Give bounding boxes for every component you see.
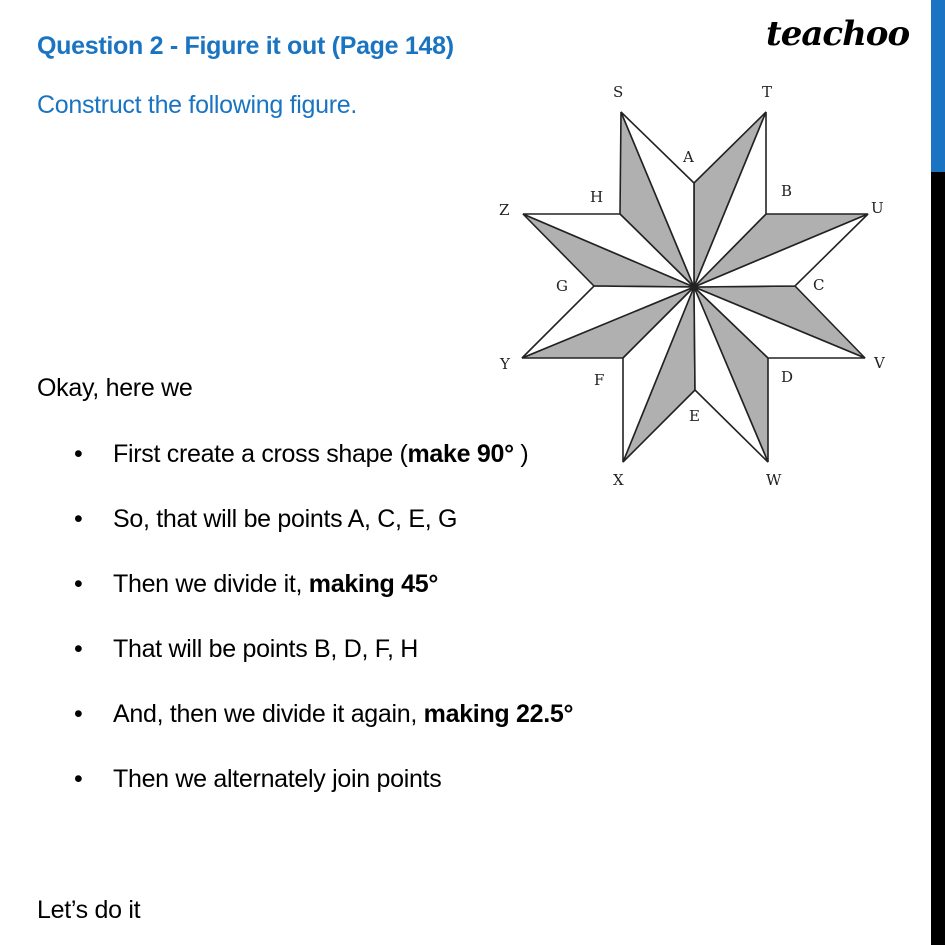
question-subtitle: Construct the following figure. bbox=[37, 91, 358, 119]
bullet-dot: • bbox=[74, 765, 83, 793]
bullet-after: ) bbox=[513, 440, 529, 468]
label-w: W bbox=[766, 471, 782, 489]
label-v: V bbox=[874, 354, 885, 372]
bullet-text: First create a cross shape ( bbox=[113, 440, 408, 468]
label-x: X bbox=[613, 471, 624, 489]
label-s: S bbox=[613, 83, 624, 101]
label-t: T bbox=[762, 83, 773, 101]
bullet-bold: make 90° bbox=[407, 440, 514, 468]
bullet-dot: • bbox=[74, 440, 83, 468]
label-a: A bbox=[683, 148, 694, 166]
outro-text: Let’s do it bbox=[37, 896, 141, 924]
label-f: F bbox=[594, 371, 605, 389]
label-g: G bbox=[556, 277, 568, 295]
label-h: H bbox=[590, 188, 604, 206]
bullet-text: And, then we divide it again, bbox=[113, 700, 424, 728]
label-b: B bbox=[781, 182, 793, 200]
bullet-dot: • bbox=[74, 700, 83, 728]
bullet-bold: making 22.5° bbox=[423, 700, 574, 728]
bullet-text: So, that will be points A, C, E, G bbox=[113, 505, 458, 533]
label-c: C bbox=[813, 276, 825, 294]
bullet-text: Then we alternately join points bbox=[113, 765, 442, 793]
bullet-dot: • bbox=[74, 505, 83, 533]
label-e: E bbox=[689, 407, 700, 425]
label-u: U bbox=[871, 199, 884, 217]
intro-text: Okay, here we bbox=[37, 374, 193, 402]
label-d: D bbox=[781, 368, 794, 386]
question-title: Question 2 - Figure it out (Page 148) bbox=[37, 32, 454, 60]
bullet-text: Then we divide it, bbox=[113, 570, 309, 598]
bullet-bold: making 45° bbox=[308, 570, 439, 598]
bullet-text: That will be points B, D, F, H bbox=[113, 635, 419, 663]
label-y: Y bbox=[500, 355, 510, 373]
label-z: Z bbox=[499, 201, 510, 219]
bullet-dot: • bbox=[74, 570, 83, 598]
bullet-dot: • bbox=[74, 635, 83, 663]
teachoo-logo: teachoo bbox=[766, 14, 910, 54]
